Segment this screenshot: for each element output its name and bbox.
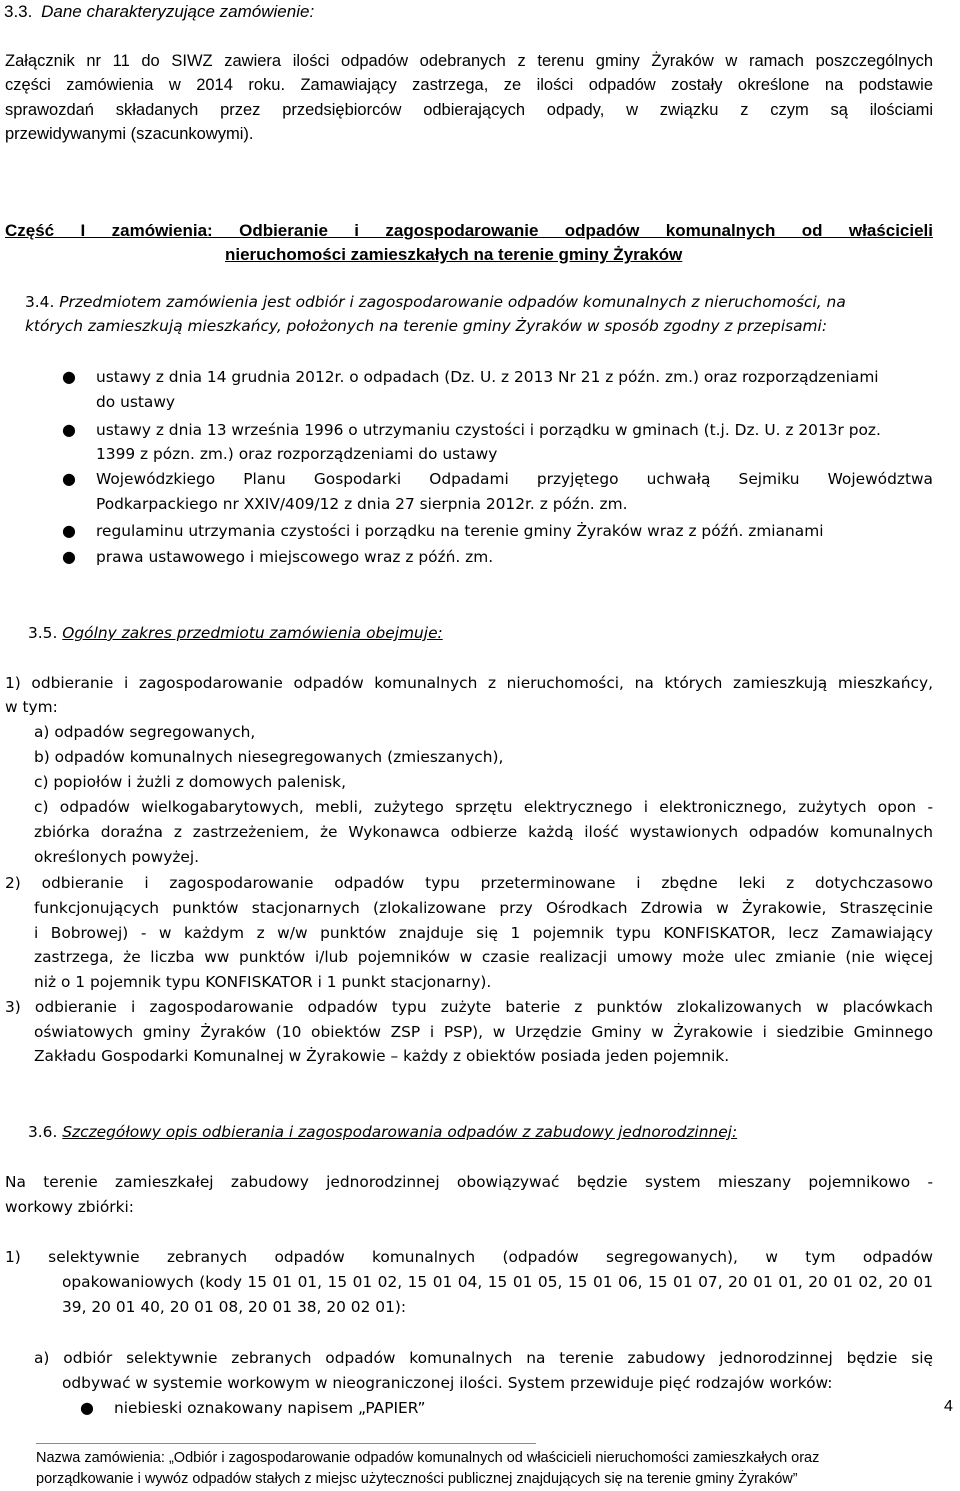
paragraph-line: części zamówienia w 2014 roku. Zamawiający zastrzega, ze ilości odpadów zostały określone na podstawie	[5, 76, 933, 94]
bullet-dot: ●	[62, 547, 76, 566]
list-item-line: opakowaniowych (kody 15 01 01, 15 01 02, 15 01 04, 15 01 05, 15 01 06, 15 01 07, 20 01 01, 20 01 02, 20 01	[62, 1273, 933, 1291]
section-title: Ogólny zakres przedmiotu zamówienia obejmuje:	[62, 624, 443, 642]
section-title: Dane charakteryzujące zamówienie:	[41, 2, 315, 21]
bullet-text-line: regulaminu utrzymania czystości i porządku na terenie gminy Żyraków wraz z późń. zmianami	[96, 522, 824, 540]
paragraph-line: przewidywanymi (szacunkowymi).	[5, 125, 254, 143]
bullet-dot: ●	[62, 367, 76, 386]
paragraph-line: sprawozdań składanych przez przedsiębiorców odbierających odpady, w związku z czym są ilościami	[5, 101, 933, 119]
sub-item-line: określonych powyżej.	[34, 848, 200, 866]
footer-rule	[36, 1443, 536, 1444]
bullet-text-line: niebieski oznakowany napisem „PAPIER”	[114, 1399, 426, 1417]
section-3-4-first-line	[25, 290, 933, 314]
list-item-line: 3) odbieranie i zagospodarowanie odpadów typu zużyte baterie z punktów zlokalizowanych w placówkach	[5, 998, 933, 1016]
paragraph-line: Załącznik nr 11 do SIWZ zawiera ilości odpadów odebranych z terenu gminy Żyraków w ramach poszczególnych	[5, 52, 933, 70]
sub-item-line: c) popiołów i żużli z domowych palenisk,	[34, 773, 346, 791]
list-item-line: i Bobrowej) - w każdym z w/w punktów znajduje się 1 pojemnik typu KONFISKATOR, lecz Zamawiający	[34, 924, 933, 942]
section-text: Przedmiotem zamówienia jest odbiór i zagospodarowanie odpadów komunalnych z nieruchomości, na	[59, 293, 846, 311]
bullet-text-line: ustawy z dnia 13 września 1996 o utrzymaniu czystości i porządku w gminach (t.j. Dz. U. z 2013r poz.	[96, 421, 881, 439]
list-item-line: zastrzega, że liczba ww punktów i/lub pojemników w czasie realizacji umowy może ulec zmianie (nie więcej	[34, 948, 933, 966]
list-item-line: 1) odbieranie i zagospodarowanie odpadów komunalnych z nieruchomości, na których zamieszkują mieszkańcy,	[5, 674, 933, 692]
list-item-line: 1) selektywnie zebranych odpadów komunalnych (odpadów segregowanych), w tym odpadów	[5, 1248, 933, 1266]
footer-line: Nazwa zamówienia: „Odbiór i zagospodarowanie odpadów komunalnych od właścicieli nieruchomości zamieszkałych oraz	[36, 1450, 820, 1466]
bullet-text-line: 1399 z pózn. zm.) oraz rozporządzeniami do ustawy	[96, 445, 498, 463]
bullet-text-line: Podkarpackiego nr XXIV/409/12 z dnia 27 sierpnia 2012r. z późn. zm.	[96, 495, 628, 513]
bullet-text-line: Wojewódzkiego Planu Gospodarki Odpadami przyjętego uchwałą Sejmiku Województwa	[96, 470, 933, 488]
bullet-dot: ●	[62, 469, 76, 488]
sub-item-line: a) odbiór selektywnie zebranych odpadów komunalnych na terenie zabudowy jednorodzinnej będzie się	[34, 1349, 933, 1367]
section-number: 3.4.	[25, 293, 55, 311]
list-item-line: niż o 1 pojemnik typu KONFISKATOR i 1 punkt stacjonarny).	[34, 973, 492, 991]
bullet-text-line: do ustawy	[96, 393, 176, 411]
bullet-text-line: prawa ustawowego i miejscowego wraz z późń. zm.	[96, 548, 494, 566]
list-item-line: w tym:	[5, 698, 58, 716]
section-title: Szczegółowy opis odbierania i zagospodarowania odpadów z zabudowy jednorodzinnej:	[62, 1123, 738, 1141]
sub-item-line: b) odpadów komunalnych niesegregowanych (zmieszanych),	[34, 748, 504, 766]
sub-item-line: a) odpadów segregowanych,	[34, 723, 256, 741]
paragraph-line: Na terenie zamieszkałej zabudowy jednorodzinnej obowiązywać będzie system mieszany pojemnikowo -	[5, 1173, 933, 1191]
bullet-dot: ●	[80, 1398, 94, 1417]
part-heading-line: nieruchomości zamieszkałych na terenie gminy Żyraków	[225, 245, 683, 264]
sub-item-line: odbywać w systemie workowym w nieograniczonej ilości. System przewiduje pięć rodzajów worków:	[62, 1374, 833, 1392]
bullet-dot: ●	[62, 521, 76, 540]
section-number: 3.5.	[28, 624, 58, 642]
sub-item-line: c) odpadów wielkogabarytowych, mebli, zużytego sprzętu elektrycznego i elektronicznego, zużytych opon -	[34, 798, 933, 816]
list-item-line: Zakładu Gospodarki Komunalnej w Żyrakowie – każdy z obiektów posiada jeden pojemnik.	[34, 1047, 730, 1065]
page-number: 4	[944, 1398, 953, 1415]
part-heading-line: Część I zamówienia: Odbieranie i zagospodarowanie odpadów komunalnych od właścicieli	[5, 221, 933, 240]
sub-item-line: zbiórka doraźna z zastrzeżeniem, że Wykonawca odbierze każdą ilość wystawionych odpadów komunalnych	[34, 823, 933, 841]
list-item-line: 2) odbieranie i zagospodarowanie odpadów typu przeterminowane i zbędne leki z dotychczasowo	[5, 874, 933, 892]
section-3-5-heading	[28, 621, 443, 645]
section-text-line: których zamieszkują mieszkańcy, położonych na terenie gminy Żyraków w sposób zgodny z przepisami:	[25, 317, 828, 335]
section-number: 3.3.	[4, 2, 33, 21]
list-item-line: 39, 20 01 40, 20 01 08, 20 01 38, 20 02 01):	[62, 1298, 407, 1316]
paragraph-line: workowy zbiórki:	[5, 1198, 134, 1216]
list-item-line: funkcjonujących punktów stacjonarnych (zlokalizowane przy Ośrodkach Zdrowia w Żyrakowie, Straszęcinie	[34, 899, 933, 917]
section-3-6-heading	[28, 1120, 737, 1144]
bullet-dot: ●	[62, 420, 76, 439]
bullet-text-line: ustawy z dnia 14 grudnia 2012r. o odpadach (Dz. U. z 2013 Nr 21 z późn. zm.) oraz rozporządzeniami	[96, 368, 879, 386]
footer-line: porządkowanie i wywóz odpadów stałych z miejsc użyteczności publicznej znajdujących się na terenie gminy Żyraków”	[36, 1471, 798, 1487]
list-item-line: oświatowych gminy Żyraków (10 obiektów ZSP i PSP), w Urzędzie Gminy w Żyrakowie i siedzibie Gminnego	[34, 1023, 933, 1041]
section-number: 3.6.	[28, 1123, 58, 1141]
section-3-3-heading	[4, 0, 314, 24]
